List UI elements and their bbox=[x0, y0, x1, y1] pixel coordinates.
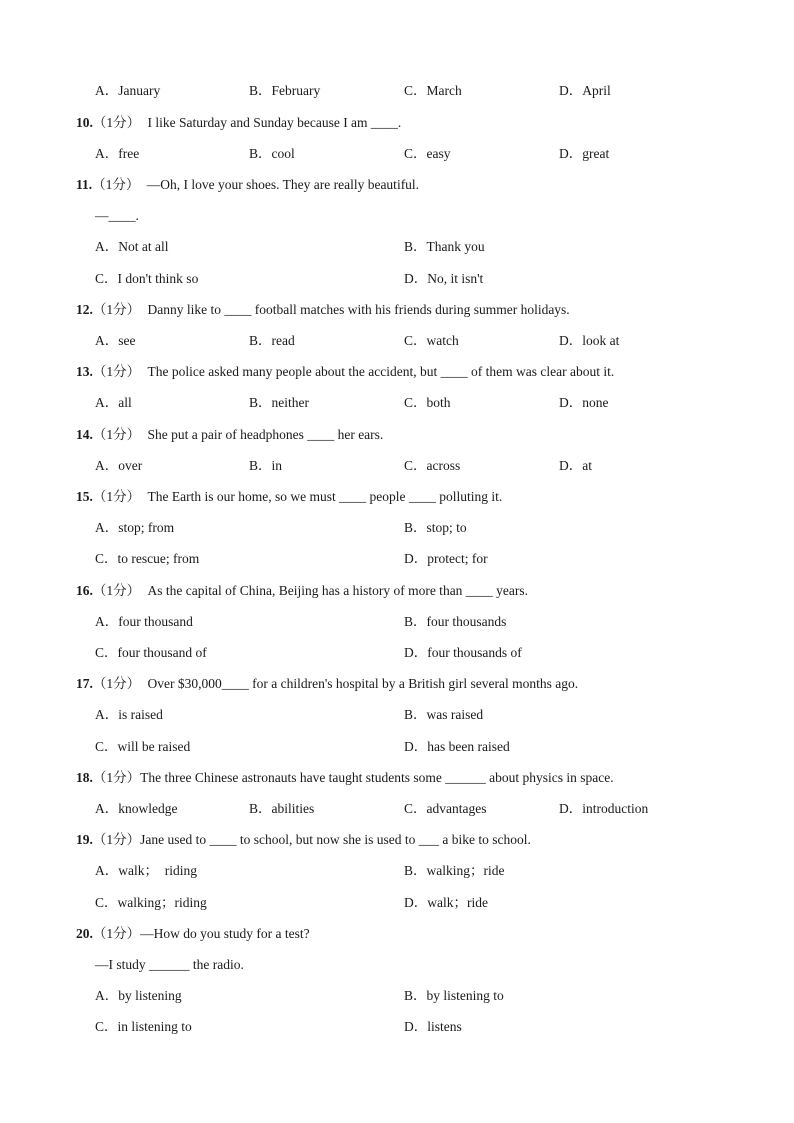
q14-score: （1分） bbox=[92, 427, 141, 442]
q12-option-b: B．read bbox=[249, 333, 295, 348]
q12-number: 12. bbox=[76, 302, 93, 317]
q18-option-c: C．advantages bbox=[404, 801, 487, 816]
q12-option-c: C．watch bbox=[404, 333, 459, 348]
q10-option-b: B．cool bbox=[249, 146, 295, 161]
q15-option-d: D．protect; for bbox=[404, 551, 488, 566]
q13-option-b: B．neither bbox=[249, 395, 309, 410]
q12-option-d: D．look at bbox=[559, 333, 620, 348]
q10-stem bbox=[0, 113, 794, 133]
q20-options-row-2 bbox=[0, 1017, 794, 1037]
q20-option-b: B．by listening to bbox=[404, 988, 504, 1003]
q14-options-row bbox=[0, 456, 794, 476]
q13-option-a: A．all bbox=[95, 395, 132, 410]
q16-stem bbox=[0, 581, 794, 601]
q15-options-row-1 bbox=[0, 518, 794, 538]
q9-option-d: D．April bbox=[559, 83, 611, 98]
q11-options-row-1 bbox=[0, 237, 794, 257]
q15-stem bbox=[0, 487, 794, 507]
q10-option-d: D．great bbox=[559, 146, 610, 161]
q18-number: 18. bbox=[76, 770, 93, 785]
q18-option-b: B．abilities bbox=[249, 801, 315, 816]
q17-option-d: D．has been raised bbox=[404, 739, 510, 754]
q20-score: （1分） bbox=[92, 926, 141, 941]
q16-number: 16. bbox=[76, 583, 93, 598]
q16-option-c: C．four thousand of bbox=[95, 645, 207, 660]
q15-number: 15. bbox=[76, 489, 93, 504]
q15-option-c: C．to rescue; from bbox=[95, 551, 200, 566]
q14-stem bbox=[0, 425, 794, 445]
q18-options-row bbox=[0, 799, 794, 819]
q19-text: Jane used to ____ to school, but now she is used to ___ a bike to school. bbox=[140, 832, 531, 847]
q12-option-a: A．see bbox=[95, 333, 136, 348]
q14-text: She put a pair of headphones ____ her ears. bbox=[144, 427, 384, 442]
q14-option-d: D．at bbox=[559, 458, 592, 473]
q20-option-c: C．in listening to bbox=[95, 1019, 192, 1034]
q12-options-row bbox=[0, 331, 794, 351]
q19-stem bbox=[0, 830, 794, 850]
q16-text: As the capital of China, Beijing has a history of more than ____ years. bbox=[144, 583, 529, 598]
q11-options-row-2 bbox=[0, 269, 794, 289]
q10-score: （1分） bbox=[92, 115, 141, 130]
q13-score: （1分） bbox=[92, 364, 141, 379]
q9-option-a: A．January bbox=[95, 83, 161, 98]
q19-option-c: C．walking；riding bbox=[95, 895, 207, 910]
q16-options-row-2 bbox=[0, 643, 794, 663]
q15-score: （1分） bbox=[92, 489, 141, 504]
q13-option-c: C．both bbox=[404, 395, 451, 410]
q17-stem bbox=[0, 674, 794, 694]
q10-options-row bbox=[0, 144, 794, 164]
q17-score: （1分） bbox=[92, 676, 141, 691]
q14-option-b: B．in bbox=[249, 458, 283, 473]
q20-text: —How do you study for a test? bbox=[140, 926, 310, 941]
q10-number: 10. bbox=[76, 115, 93, 130]
q15-text: The Earth is our home, so we must ____ people ____ polluting it. bbox=[144, 489, 503, 504]
q9-option-b: B．February bbox=[249, 83, 321, 98]
q16-score: （1分） bbox=[92, 583, 141, 598]
q11-score: （1分） bbox=[92, 177, 140, 192]
q13-text: The police asked many people about the accident, but ____ of them was clear about it. bbox=[144, 364, 615, 379]
q20-reply-line: —I study ______ the radio. bbox=[95, 957, 244, 972]
q18-option-d: D．introduction bbox=[559, 801, 649, 816]
q17-option-c: C．will be raised bbox=[95, 739, 191, 754]
q13-stem bbox=[0, 362, 794, 382]
q20-continuation bbox=[0, 955, 794, 975]
q11-stem bbox=[0, 175, 794, 195]
q11-option-d: D．No, it isn't bbox=[404, 271, 484, 286]
q11-text: —Oh, I love your shoes. They are really beautiful. bbox=[143, 177, 420, 192]
q12-text: Danny like to ____ football matches with his friends during summer holidays. bbox=[144, 302, 570, 317]
q13-number: 13. bbox=[76, 364, 93, 379]
q12-score: （1分） bbox=[92, 302, 141, 317]
q18-score: （1分） bbox=[92, 770, 141, 785]
q20-option-a: A．by listening bbox=[95, 988, 182, 1003]
q19-option-b: B．walking；ride bbox=[404, 863, 505, 878]
q10-option-a: A．free bbox=[95, 146, 140, 161]
q13-options-row bbox=[0, 393, 794, 413]
q11-option-a: A．Not at all bbox=[95, 239, 169, 254]
q16-option-d: D．four thousands of bbox=[404, 645, 522, 660]
q17-option-b: B．was raised bbox=[404, 707, 484, 722]
q17-text: Over $30,000____ for a children's hospital by a British girl several months ago. bbox=[144, 676, 579, 691]
q18-stem bbox=[0, 768, 794, 788]
q19-option-a: A．walk； riding bbox=[95, 863, 197, 878]
q18-text: The three Chinese astronauts have taught students some ______ about physics in space. bbox=[140, 770, 614, 785]
q16-option-b: B．four thousands bbox=[404, 614, 507, 629]
q19-options-row-2 bbox=[0, 893, 794, 913]
q11-number: 11. bbox=[76, 177, 93, 192]
q9-option-c: C．March bbox=[404, 83, 462, 98]
q19-number: 19. bbox=[76, 832, 93, 847]
q12-stem bbox=[0, 300, 794, 320]
q19-option-d: D．walk；ride bbox=[404, 895, 488, 910]
q19-score: （1分） bbox=[92, 832, 141, 847]
q20-options-row-1 bbox=[0, 986, 794, 1006]
q11-reply-line: —____. bbox=[95, 208, 139, 223]
q15-option-b: B．stop; to bbox=[404, 520, 467, 535]
q20-option-d: D．listens bbox=[404, 1019, 462, 1034]
q13-option-d: D．none bbox=[559, 395, 609, 410]
q20-stem bbox=[0, 924, 794, 944]
q18-option-a: A．knowledge bbox=[95, 801, 178, 816]
q11-option-b: B．Thank you bbox=[404, 239, 485, 254]
q20-number: 20. bbox=[76, 926, 93, 941]
q9-options-row bbox=[0, 81, 794, 101]
q11-option-c: C．I don't think so bbox=[95, 271, 199, 286]
q14-option-c: C．across bbox=[404, 458, 461, 473]
q19-options-row-1 bbox=[0, 861, 794, 881]
q11-continuation bbox=[0, 206, 794, 226]
q16-option-a: A．four thousand bbox=[95, 614, 193, 629]
q14-option-a: A．over bbox=[95, 458, 143, 473]
q10-text: I like Saturday and Sunday because I am ____. bbox=[144, 115, 402, 130]
q14-number: 14. bbox=[76, 427, 93, 442]
q17-option-a: A．is raised bbox=[95, 707, 163, 722]
q17-number: 17. bbox=[76, 676, 93, 691]
q15-option-a: A．stop; from bbox=[95, 520, 175, 535]
q17-options-row-1 bbox=[0, 705, 794, 725]
q16-options-row-1 bbox=[0, 612, 794, 632]
q10-option-c: C．easy bbox=[404, 146, 451, 161]
q17-options-row-2 bbox=[0, 737, 794, 757]
q15-options-row-2 bbox=[0, 549, 794, 569]
